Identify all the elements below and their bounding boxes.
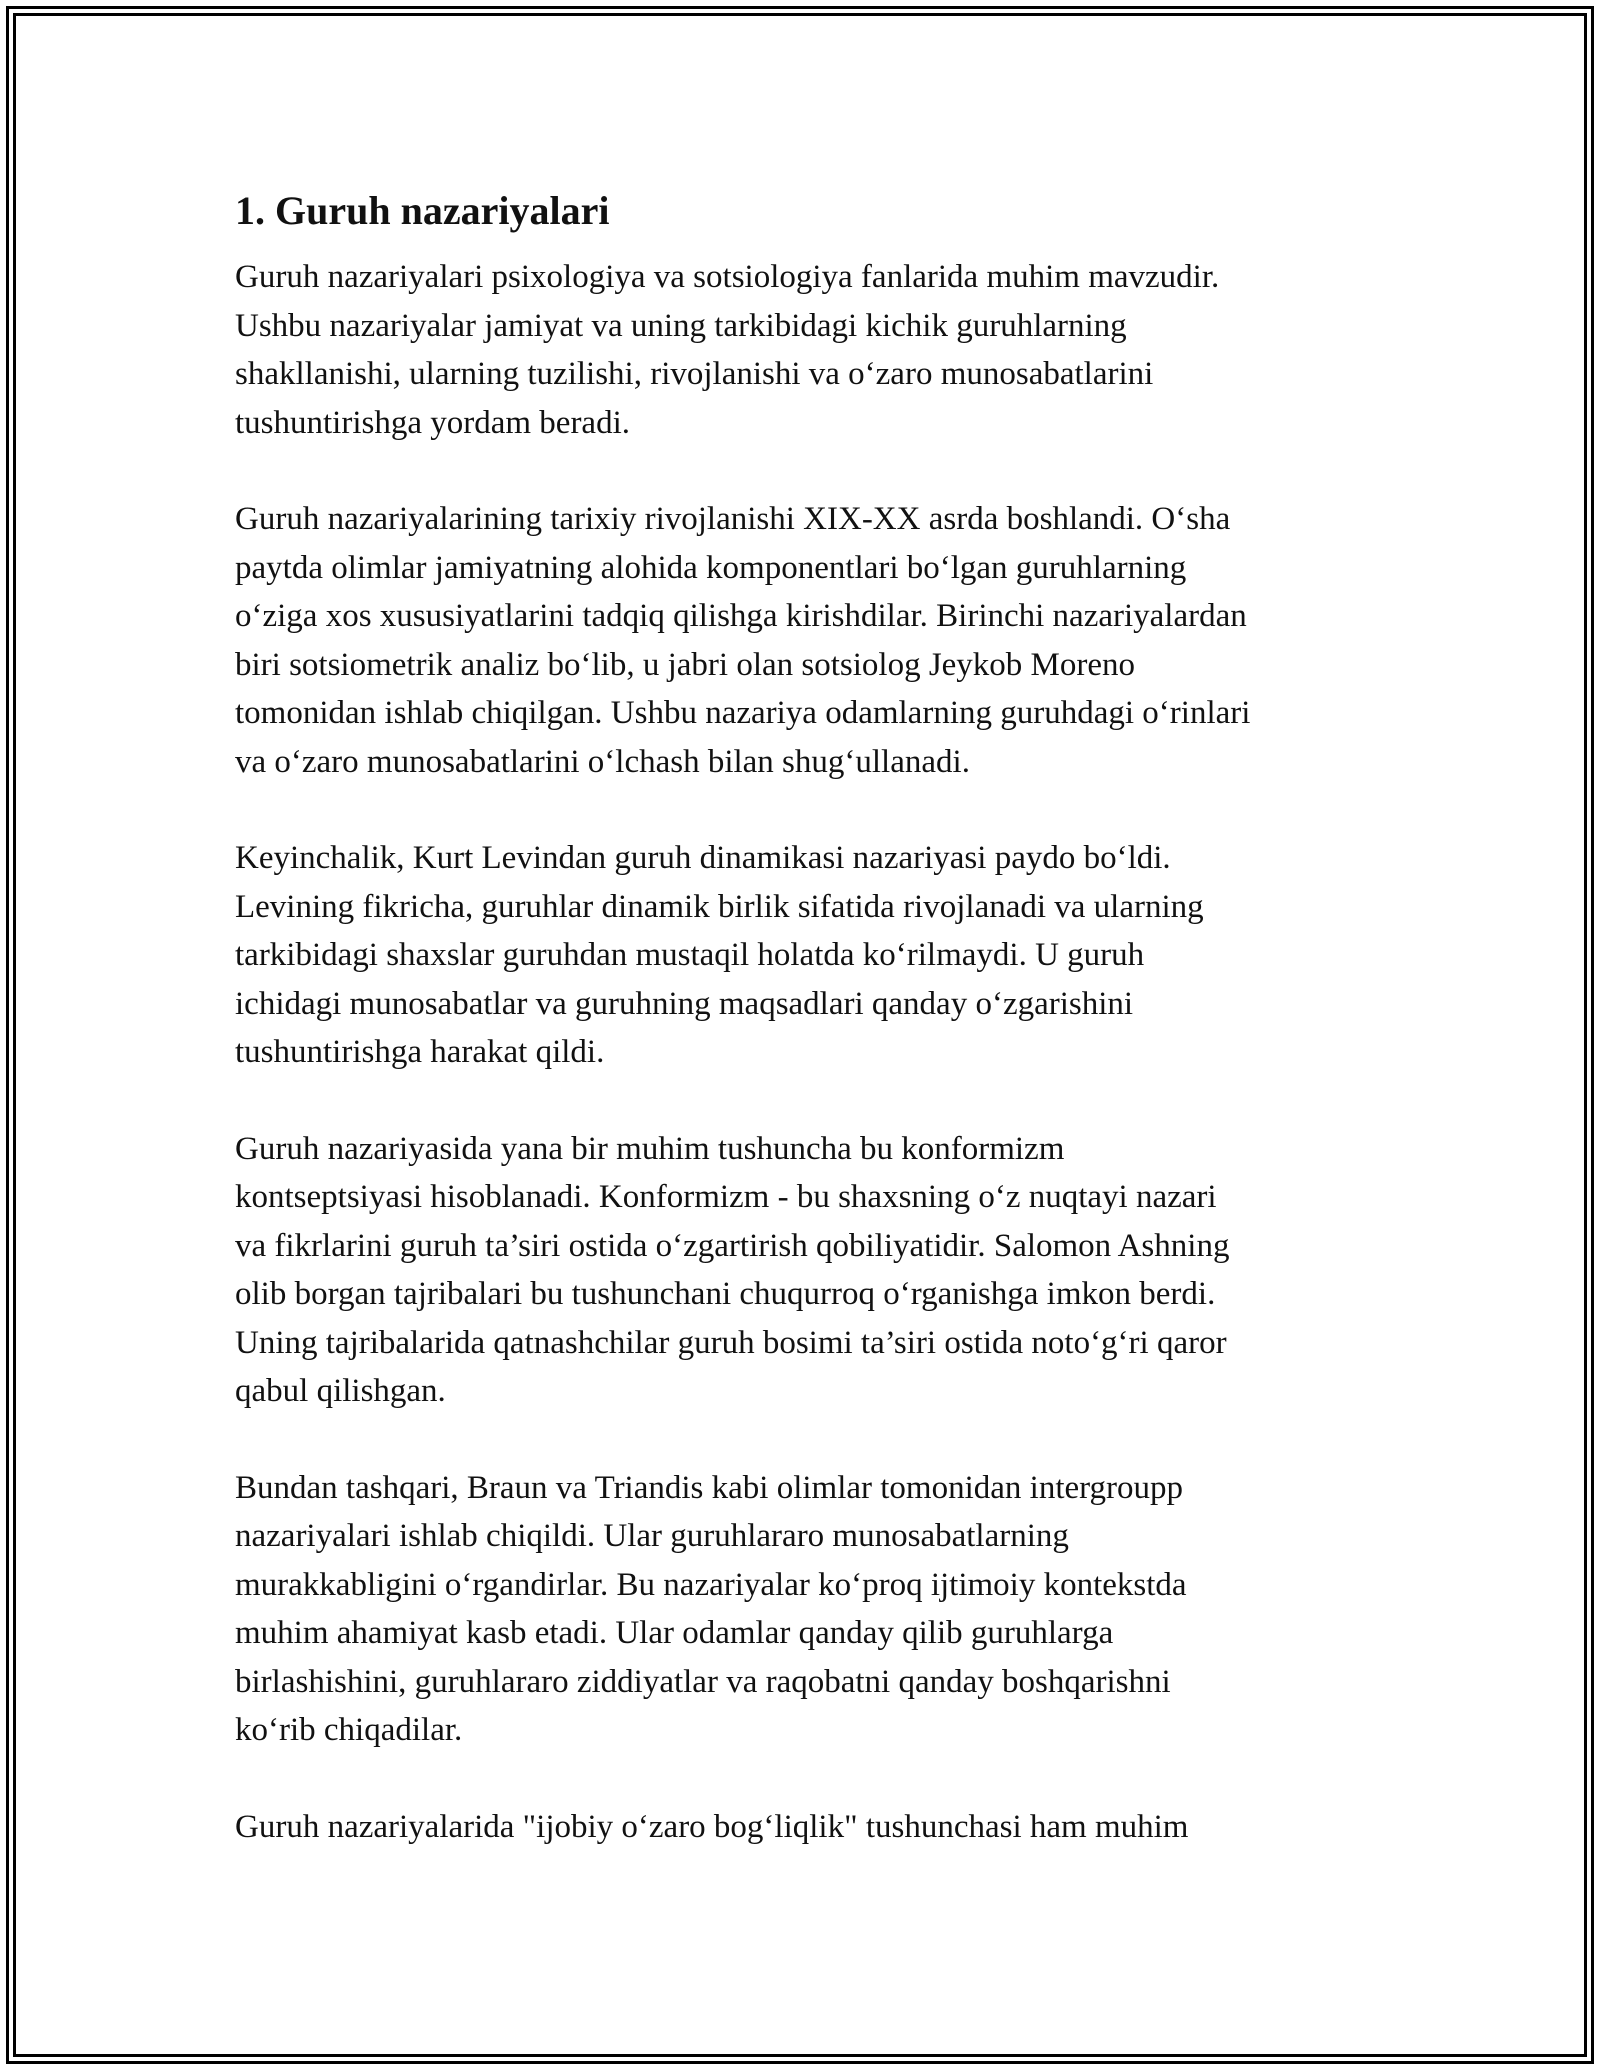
text-line: Ushbu nazariyalar jamiyat va uning tarkibidagi kichik guruhlarning bbox=[235, 307, 1127, 344]
text-line: Guruh nazariyalarida "ijobiy o‘zaro bog‘liqlik" tushunchasi ham muhim bbox=[235, 1808, 1189, 1845]
text-line: murakkabligini o‘rgandirlar. Bu nazariyalar ko‘proq ijtimoiy kontekstda bbox=[235, 1566, 1187, 1603]
text-line: o‘ziga xos xususiyatlarini tadqiq qilishga kirishdilar. Birinchi nazariyalardan bbox=[235, 598, 1247, 634]
text-line: biri sotsiometrik analiz bo‘lib, u jabri olan sotsiolog Jeykob Moreno bbox=[235, 646, 1136, 683]
text-line: ichidagi munosabatlar va guruhning maqsadlari qanday o‘zgarishini bbox=[235, 985, 1134, 1022]
paragraph-6 bbox=[235, 1803, 1375, 1852]
text-line: Keyinchalik, Kurt Levindan guruh dinamikasi nazariyasi paydo bo‘ldi. bbox=[235, 840, 1171, 876]
text-line: tomonidan ishlab chiqilgan. Ushbu nazariya odamlarning guruhdagi o‘rinlari bbox=[235, 695, 1251, 731]
document-body bbox=[235, 185, 1375, 1899]
text-line: Guruh nazariyalarining tarixiy rivojlanishi XIX-XX asrda boshlandi. O‘sha bbox=[235, 501, 1231, 537]
text-line: nazariyalari ishlab chiqildi. Ular guruhlararo munosabatlarning bbox=[235, 1518, 1069, 1554]
text-line: tarkibidagi shaxslar guruhdan mustaqil holatda ko‘rilmaydi. U guruh bbox=[235, 937, 1145, 973]
text-line: va o‘zaro munosabatlarini o‘lchash bilan shug‘ullanadi. bbox=[235, 743, 970, 780]
paragraph-2 bbox=[235, 495, 1375, 786]
text-line: Levining fikricha, guruhlar dinamik birlik sifatida rivojlanadi va ularning bbox=[235, 888, 1204, 925]
section-heading: 1. Guruh nazariyalari bbox=[235, 188, 610, 233]
text-line: paytda olimlar jamiyatning alohida komponentlari bo‘lgan guruhlarning bbox=[235, 549, 1187, 586]
text-line: ko‘rib chiqadilar. bbox=[235, 1712, 463, 1748]
text-line: muhim ahamiyat kasb etadi. Ular odamlar qanday qilib guruhlarga bbox=[235, 1615, 1114, 1651]
paragraph-4 bbox=[235, 1125, 1375, 1416]
paragraph-5 bbox=[235, 1464, 1375, 1755]
text-line: tushuntirishga yordam beradi. bbox=[235, 404, 631, 441]
text-line: va fikrlarini guruh ta’siri ostida o‘zgartirish qobiliyatidir. Salomon Ashning bbox=[235, 1227, 1230, 1264]
paragraph-3 bbox=[235, 834, 1375, 1077]
text-line: birlashishini, guruhlararo ziddiyatlar va raqobatni qanday boshqarishni bbox=[235, 1663, 1171, 1700]
text-line: qabul qilishgan. bbox=[235, 1373, 446, 1409]
text-line: shakllanishi, ularning tuzilishi, rivojlanishi va o‘zaro munosabatlarini bbox=[235, 356, 1154, 392]
text-line: Bundan tashqari, Braun va Triandis kabi olimlar tomonidan intergroupp bbox=[235, 1469, 1184, 1506]
text-line: kontseptsiyasi hisoblanadi. Konformizm - bu shaxsning o‘z nuqtayi nazari bbox=[235, 1179, 1217, 1215]
text-line: Guruh nazariyalari psixologiya va sotsiologiya fanlarida muhim mavzudir. bbox=[235, 259, 1220, 295]
paragraph-1 bbox=[235, 253, 1375, 447]
text-line: Uning tajribalarida qatnashchilar guruh bosimi ta’siri ostida noto‘g‘ri qaror bbox=[235, 1324, 1227, 1361]
text-line: Guruh nazariyasida yana bir muhim tushuncha bu konformizm bbox=[235, 1130, 1065, 1167]
text-line: tushuntirishga harakat qildi. bbox=[235, 1034, 605, 1070]
text-line: olib borgan tajribalari bu tushunchani chuqurroq o‘rganishga imkon berdi. bbox=[235, 1276, 1216, 1312]
